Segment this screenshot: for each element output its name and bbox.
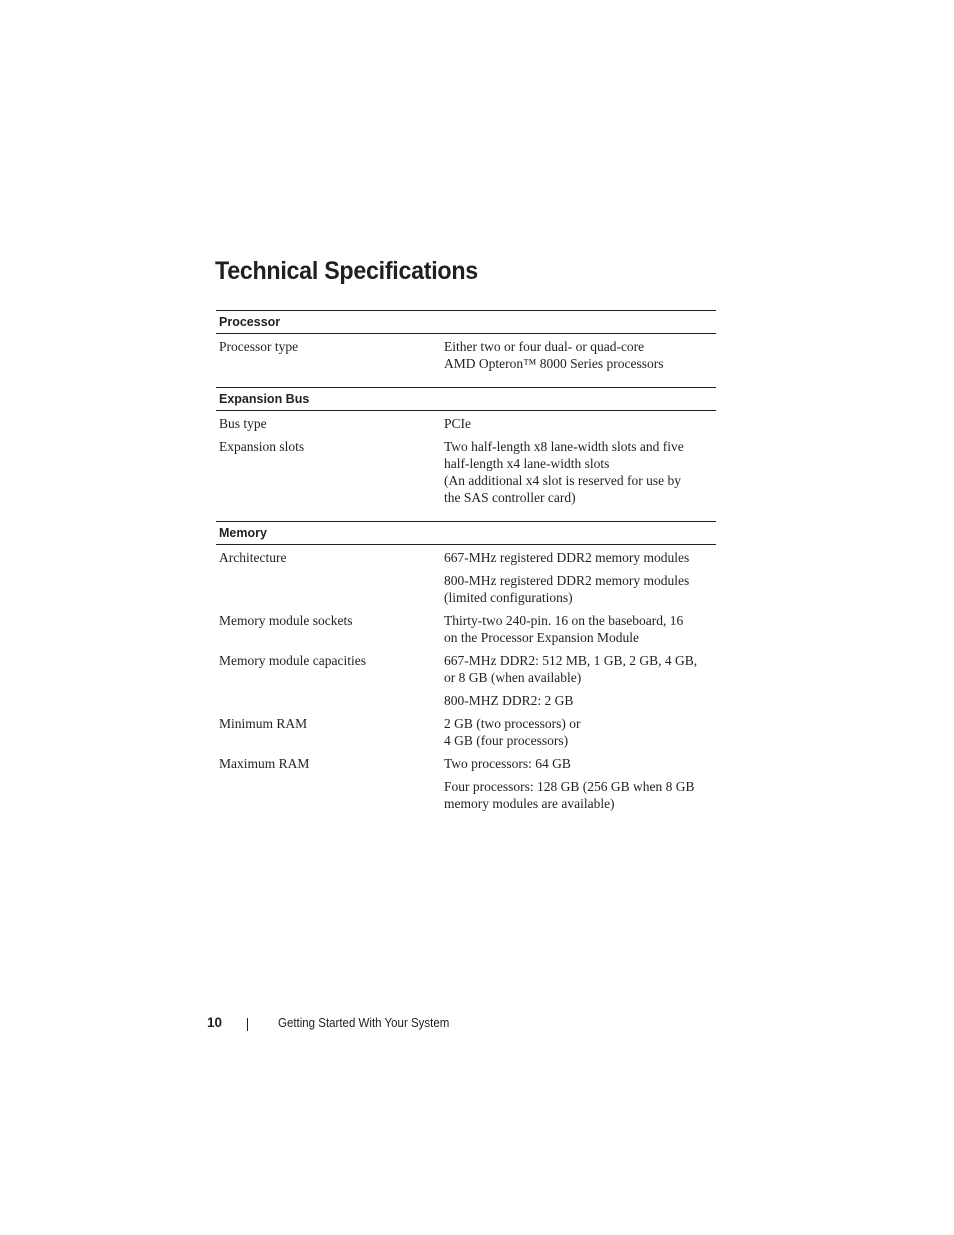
spec-value: Two processors: 64 GB	[444, 756, 571, 771]
spec-table	[216, 310, 716, 827]
spec-value: PCIe	[444, 416, 471, 431]
spec-value: 667-MHz registered DDR2 memory modules	[444, 550, 690, 565]
spec-label: Architecture	[219, 550, 287, 565]
spec-values	[444, 336, 716, 376]
spec-section	[216, 521, 716, 827]
spec-row	[216, 650, 716, 713]
spec-values	[444, 413, 716, 436]
spec-label: Maximum RAM	[219, 756, 310, 771]
spec-values	[444, 610, 716, 650]
spec-row	[216, 547, 716, 610]
spec-row	[216, 413, 716, 436]
spec-value: 800-MHz registered DDR2 memory modules (limited configurations)	[444, 573, 690, 605]
spec-row	[216, 610, 716, 650]
spec-value: 667-MHz DDR2: 512 MB, 1 GB, 2 GB, 4 GB, or 8 GB (when available)	[444, 653, 698, 685]
spec-values	[444, 713, 716, 753]
spec-row	[216, 713, 716, 753]
footer-separator	[247, 1018, 248, 1031]
page-number: 10	[207, 1015, 223, 1030]
page-footer	[0, 1015, 954, 1035]
section-body	[216, 334, 716, 387]
section-heading: Processor	[216, 310, 716, 334]
spec-values	[444, 753, 716, 816]
spec-section	[216, 387, 716, 521]
spec-value: Thirty-two 240-pin. 16 on the baseboard, 16 on the Processor Expansion Module	[444, 613, 684, 645]
section-heading: Memory	[216, 521, 716, 545]
footer-section-title: Getting Started With Your System	[278, 1016, 450, 1030]
spec-row	[216, 436, 716, 510]
spec-values	[444, 436, 716, 510]
spec-values	[444, 650, 716, 713]
spec-row	[216, 753, 716, 816]
spec-row	[216, 336, 716, 376]
spec-value: 800-MHZ DDR2: 2 GB	[444, 693, 574, 708]
section-heading: Expansion Bus	[216, 387, 716, 411]
spec-section	[216, 310, 716, 387]
spec-label: Processor type	[219, 339, 299, 354]
spec-label: Expansion slots	[219, 439, 305, 454]
spec-label: Minimum RAM	[219, 716, 308, 731]
spec-value: 2 GB (two processors) or 4 GB (four processors)	[444, 716, 581, 748]
section-body	[216, 545, 716, 827]
spec-values	[444, 547, 716, 610]
spec-label: Bus type	[219, 416, 267, 431]
section-body	[216, 411, 716, 521]
page-title: Technical Specifications	[215, 257, 478, 285]
spec-value: Four processors: 128 GB (256 GB when 8 GB memory modules are available)	[444, 779, 695, 811]
spec-label: Memory module sockets	[219, 613, 353, 628]
spec-value: Two half-length x8 lane-width slots and five half-length x4 lane-width slots (An additional x4 slot is reserved for use by the SAS controller card)	[444, 439, 684, 505]
spec-label: Memory module capacities	[219, 653, 366, 668]
spec-value: Either two or four dual- or quad-core AMD Opteron™ 8000 Series processors	[444, 339, 664, 371]
